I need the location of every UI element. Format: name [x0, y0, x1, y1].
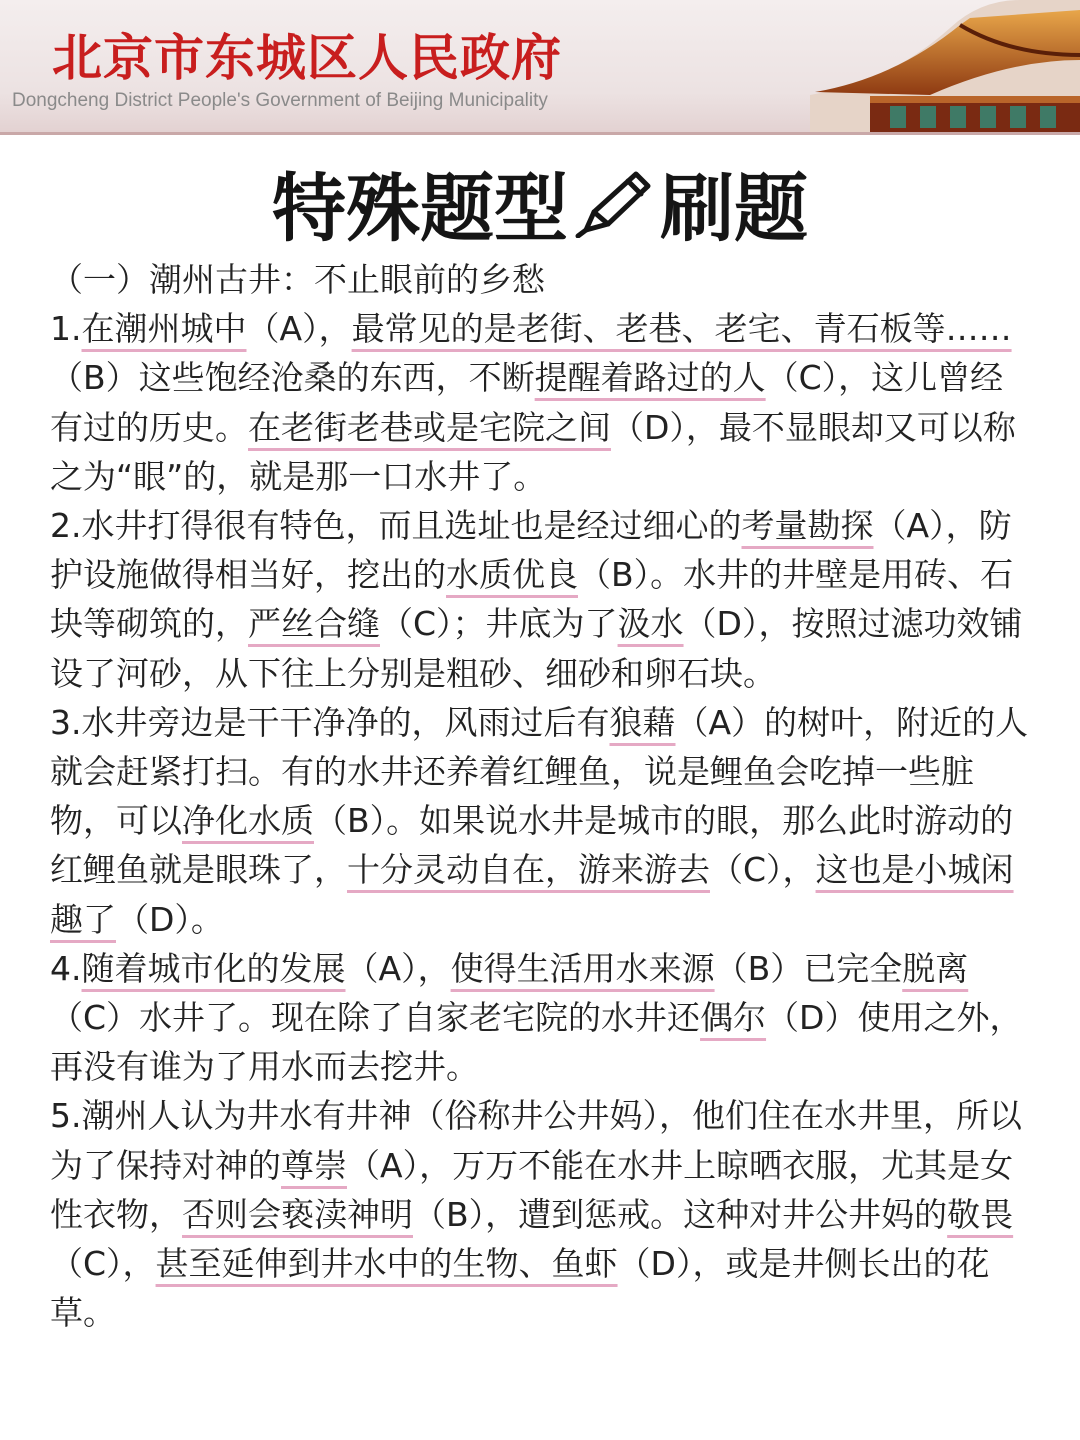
- q5-seg: 5.潮州人认为井水有井神（俗称井公井妈），他们住在水井里，所以为了保持对神的: [50, 1096, 1022, 1185]
- q3-seg: （D）。: [116, 899, 224, 939]
- q2-underlined-phrase: 汲水: [617, 604, 684, 644]
- q2-seg: 2.水井打得很有特色，而且选址也是经过细心的: [50, 506, 742, 546]
- q2-underlined-phrase: 严丝合缝: [248, 604, 380, 644]
- q4-seg: 4.: [50, 948, 82, 988]
- q1-underlined-phrase: 在潮州城中: [81, 309, 247, 349]
- q3-underlined-phrase: 狼藉: [609, 702, 676, 742]
- q1-underlined-phrase: 最常见的是老街、老巷、老宅、青石板等……: [351, 309, 1012, 349]
- header-title-en: Dongcheng District People's Government of Beijing Municipality: [12, 90, 548, 111]
- q4-underlined-phrase: 脱离: [902, 948, 969, 988]
- q1-seg: （C），这儿曾经有过的历史。: [50, 358, 1004, 447]
- q2-seg: （D），按照过滤功效铺设了河砂，从下往上分别是粗砂、细砂和卵石块。: [50, 604, 1023, 693]
- q2-underlined-phrase: 水质优良: [446, 555, 578, 595]
- question-1: [50, 304, 1035, 501]
- q3-seg: （A）的树叶，附近的人就会赶紧打扫。有的水井还养着红鲤鱼，说是鲤鱼会吃掉一些脏物，可以: [50, 702, 1029, 841]
- header-title-cn: 北京市东城区人民政府: [52, 29, 562, 87]
- q2-seg: （C）；井底为了: [380, 604, 618, 644]
- q5-underlined-phrase: 尊崇: [281, 1145, 347, 1185]
- palace-roof-image: [810, 0, 1080, 132]
- q4-underlined-phrase: 随着城市化的发展: [81, 948, 346, 988]
- title-left: 特殊题型: [272, 166, 568, 252]
- q4-underlined-phrase: 使得生活用水来源: [450, 948, 715, 988]
- q1-underlined-phrase: 提醒着路过的人: [534, 358, 766, 398]
- q5-seg: （C），: [50, 1244, 156, 1284]
- q3-seg: （B）。如果说水井是城市的眼，那么此时游动的红鲤鱼就是眼珠了，: [50, 801, 1014, 890]
- q2-underlined-phrase: 考量勘探: [741, 506, 874, 546]
- q1-underlined-phrase: 在老街老巷或是宅院之间: [248, 407, 611, 447]
- q5-underlined-phrase: 甚至延伸到井水中的生物、鱼虾: [155, 1244, 618, 1284]
- title-right: 刷题: [660, 166, 808, 252]
- q1-seg: （B）这些饱经沧桑的东西，不断: [50, 358, 535, 398]
- q1-seg: （D），最不显眼却又可以称之为“眼”的，就是那一口水井了。: [50, 407, 1016, 496]
- q4-underlined-phrase: 偶尔: [700, 998, 767, 1038]
- site-header: [0, 0, 1080, 135]
- q5-seg: （B），遭到惩戒。这种对井公井妈的: [413, 1194, 948, 1234]
- q3-seg: 3.水井旁边是干干净净的，风雨过后有: [50, 702, 610, 742]
- q3-underlined-phrase: 十分灵动自在，游来游去: [347, 850, 710, 890]
- q2-seg: （B）。水井的井壁是用砖、石块等砌筑的，: [50, 555, 1014, 644]
- q3-underlined-phrase: 净化水质: [182, 801, 314, 841]
- question-3: [50, 698, 1035, 944]
- question-list: [50, 255, 1035, 1337]
- q4-seg: （D）使用之外，再没有谁为了用水而去挖井。: [50, 998, 1023, 1087]
- question-4: [50, 944, 1035, 1092]
- q5-seg: （D），或是井侧长出的花草。: [50, 1244, 990, 1333]
- q4-seg: （A），: [345, 948, 451, 988]
- q2-seg: （A），防护设施做得相当好，挖出的: [50, 506, 1012, 595]
- question-2: [50, 501, 1035, 698]
- q5-underlined-phrase: 否则会亵渎神明: [182, 1194, 413, 1234]
- q5-seg: （A），万万不能在水井上晾晒衣服，尤其是女性衣物，: [50, 1145, 1014, 1234]
- q3-underlined-phrase: 这也是小城闲趣了: [50, 850, 1014, 939]
- q1-seg: （A），: [246, 309, 352, 349]
- question-5: [50, 1091, 1035, 1337]
- page-title: [0, 150, 1080, 256]
- q5-underlined-phrase: 敬畏: [947, 1194, 1014, 1234]
- pen-icon: [574, 168, 654, 238]
- section-heading: （一）潮州古井：不止眼前的乡愁: [50, 260, 545, 299]
- q4-seg: （C）水井了。现在除了自家老宅院的水井还: [50, 998, 701, 1038]
- q1-seg: 1.: [50, 309, 82, 349]
- q4-seg: （B）已完全: [714, 948, 903, 988]
- q3-seg: （C），: [710, 850, 816, 890]
